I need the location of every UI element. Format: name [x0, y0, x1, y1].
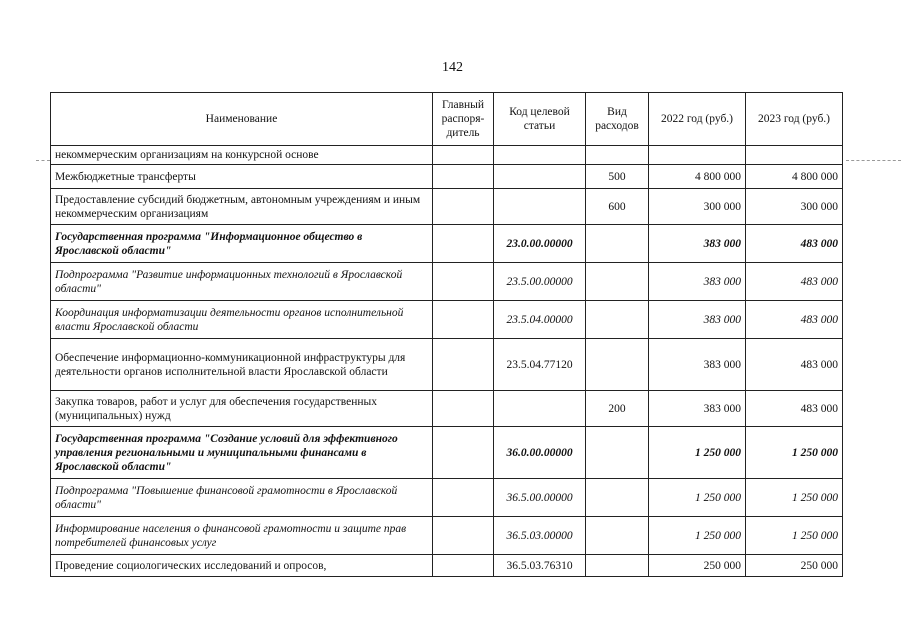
page-number: 142	[442, 60, 463, 75]
row-code-cell: 36.5.03.00000	[494, 517, 586, 555]
row-2022-cell: 383 000	[649, 391, 746, 427]
row-2023-cell: 1 250 000	[746, 517, 843, 555]
left-dash-line	[36, 160, 50, 161]
row-manager-cell	[433, 427, 494, 479]
row-2022-cell: 250 000	[649, 555, 746, 577]
row-2022-cell: 1 250 000	[649, 517, 746, 555]
row-2023-cell: 4 800 000	[746, 165, 843, 189]
table-row	[51, 339, 843, 391]
row-manager-cell	[433, 263, 494, 301]
row-name-cell: Подпрограмма "Развитие информационных технологий в Ярославской области"	[51, 263, 433, 301]
row-2022-cell: 4 800 000	[649, 165, 746, 189]
column-header-manager: Главный распоря-дитель	[433, 93, 494, 146]
row-name-cell: Предоставление субсидий бюджетным, автономным учреждениям и иным некоммерческим организациям	[51, 189, 433, 225]
row-2023-cell: 483 000	[746, 301, 843, 339]
row-2023-cell: 1 250 000	[746, 427, 843, 479]
budget-table	[50, 92, 843, 577]
row-name-cell: Координация информатизации деятельности органов исполнительной власти Ярославской области	[51, 301, 433, 339]
row-kind-cell	[586, 225, 649, 263]
row-2023-cell: 483 000	[746, 225, 843, 263]
row-name-cell: Закупка товаров, работ и услуг для обеспечения государственных (муниципальных) нужд	[51, 391, 433, 427]
table-row	[51, 225, 843, 263]
row-code-cell	[494, 189, 586, 225]
right-dash-line	[846, 160, 901, 161]
row-kind-cell	[586, 339, 649, 391]
row-name-cell: Проведение социологических исследований и опросов,	[51, 555, 433, 577]
row-code-cell: 23.0.00.00000	[494, 225, 586, 263]
row-manager-cell	[433, 339, 494, 391]
table-row	[51, 301, 843, 339]
row-code-cell: 36.5.00.00000	[494, 479, 586, 517]
table-row	[51, 479, 843, 517]
table-row	[51, 517, 843, 555]
row-name-cell: Обеспечение информационно-коммуникационной инфраструктуры для деятельности органов исполнительной власти Ярославской области	[51, 339, 433, 391]
table-row	[51, 146, 843, 165]
row-code-cell: 23.5.04.77120	[494, 339, 586, 391]
column-header-code: Код целевой статьи	[494, 93, 586, 146]
row-code-cell	[494, 165, 586, 189]
table-header-row	[51, 93, 843, 146]
row-2022-cell: 383 000	[649, 263, 746, 301]
row-2023-cell: 300 000	[746, 189, 843, 225]
row-name-cell: некоммерческим организациям на конкурсной основе	[51, 146, 433, 165]
row-2023-cell	[746, 146, 843, 165]
column-header-name: Наименование	[51, 93, 433, 146]
row-2022-cell	[649, 146, 746, 165]
row-name-cell: Государственная программа "Создание условий для эффективного управления региональными и муниципальными финансами в Ярославской области"	[51, 427, 433, 479]
row-kind-cell	[586, 517, 649, 555]
table-row	[51, 165, 843, 189]
row-kind-cell	[586, 555, 649, 577]
row-name-cell: Государственная программа "Информационное общество в Ярославской области"	[51, 225, 433, 263]
table-row	[51, 391, 843, 427]
row-2022-cell: 383 000	[649, 301, 746, 339]
row-name-cell: Межбюджетные трансферты	[51, 165, 433, 189]
row-2023-cell: 483 000	[746, 391, 843, 427]
row-kind-cell	[586, 146, 649, 165]
row-kind-cell: 200	[586, 391, 649, 427]
row-manager-cell	[433, 391, 494, 427]
column-header-y2023: 2023 год (руб.)	[746, 93, 843, 146]
row-2022-cell: 1 250 000	[649, 479, 746, 517]
row-code-cell: 36.5.03.76310	[494, 555, 586, 577]
row-name-cell: Подпрограмма "Повышение финансовой грамотности в Ярославской области"	[51, 479, 433, 517]
table-row	[51, 427, 843, 479]
row-kind-cell	[586, 479, 649, 517]
row-kind-cell	[586, 263, 649, 301]
row-code-cell: 23.5.00.00000	[494, 263, 586, 301]
column-header-y2022: 2022 год (руб.)	[649, 93, 746, 146]
row-code-cell	[494, 391, 586, 427]
row-2023-cell: 483 000	[746, 339, 843, 391]
column-header-kind: Вид расходов	[586, 93, 649, 146]
row-manager-cell	[433, 479, 494, 517]
row-kind-cell	[586, 427, 649, 479]
row-name-cell: Информирование населения о финансовой грамотности и защите прав потребителей финансовых услуг	[51, 517, 433, 555]
row-2022-cell: 383 000	[649, 339, 746, 391]
row-manager-cell	[433, 189, 494, 225]
row-2023-cell: 483 000	[746, 263, 843, 301]
table-row	[51, 555, 843, 577]
row-manager-cell	[433, 517, 494, 555]
row-2022-cell: 383 000	[649, 225, 746, 263]
row-code-cell: 36.0.00.00000	[494, 427, 586, 479]
row-kind-cell: 600	[586, 189, 649, 225]
table-body	[51, 146, 843, 577]
row-code-cell: 23.5.04.00000	[494, 301, 586, 339]
row-kind-cell: 500	[586, 165, 649, 189]
row-2022-cell: 300 000	[649, 189, 746, 225]
row-2023-cell: 250 000	[746, 555, 843, 577]
row-manager-cell	[433, 146, 494, 165]
row-kind-cell	[586, 301, 649, 339]
table-row	[51, 263, 843, 301]
table-row	[51, 189, 843, 225]
row-code-cell	[494, 146, 586, 165]
row-manager-cell	[433, 165, 494, 189]
row-2023-cell: 1 250 000	[746, 479, 843, 517]
row-manager-cell	[433, 555, 494, 577]
row-manager-cell	[433, 225, 494, 263]
row-2022-cell: 1 250 000	[649, 427, 746, 479]
row-manager-cell	[433, 301, 494, 339]
